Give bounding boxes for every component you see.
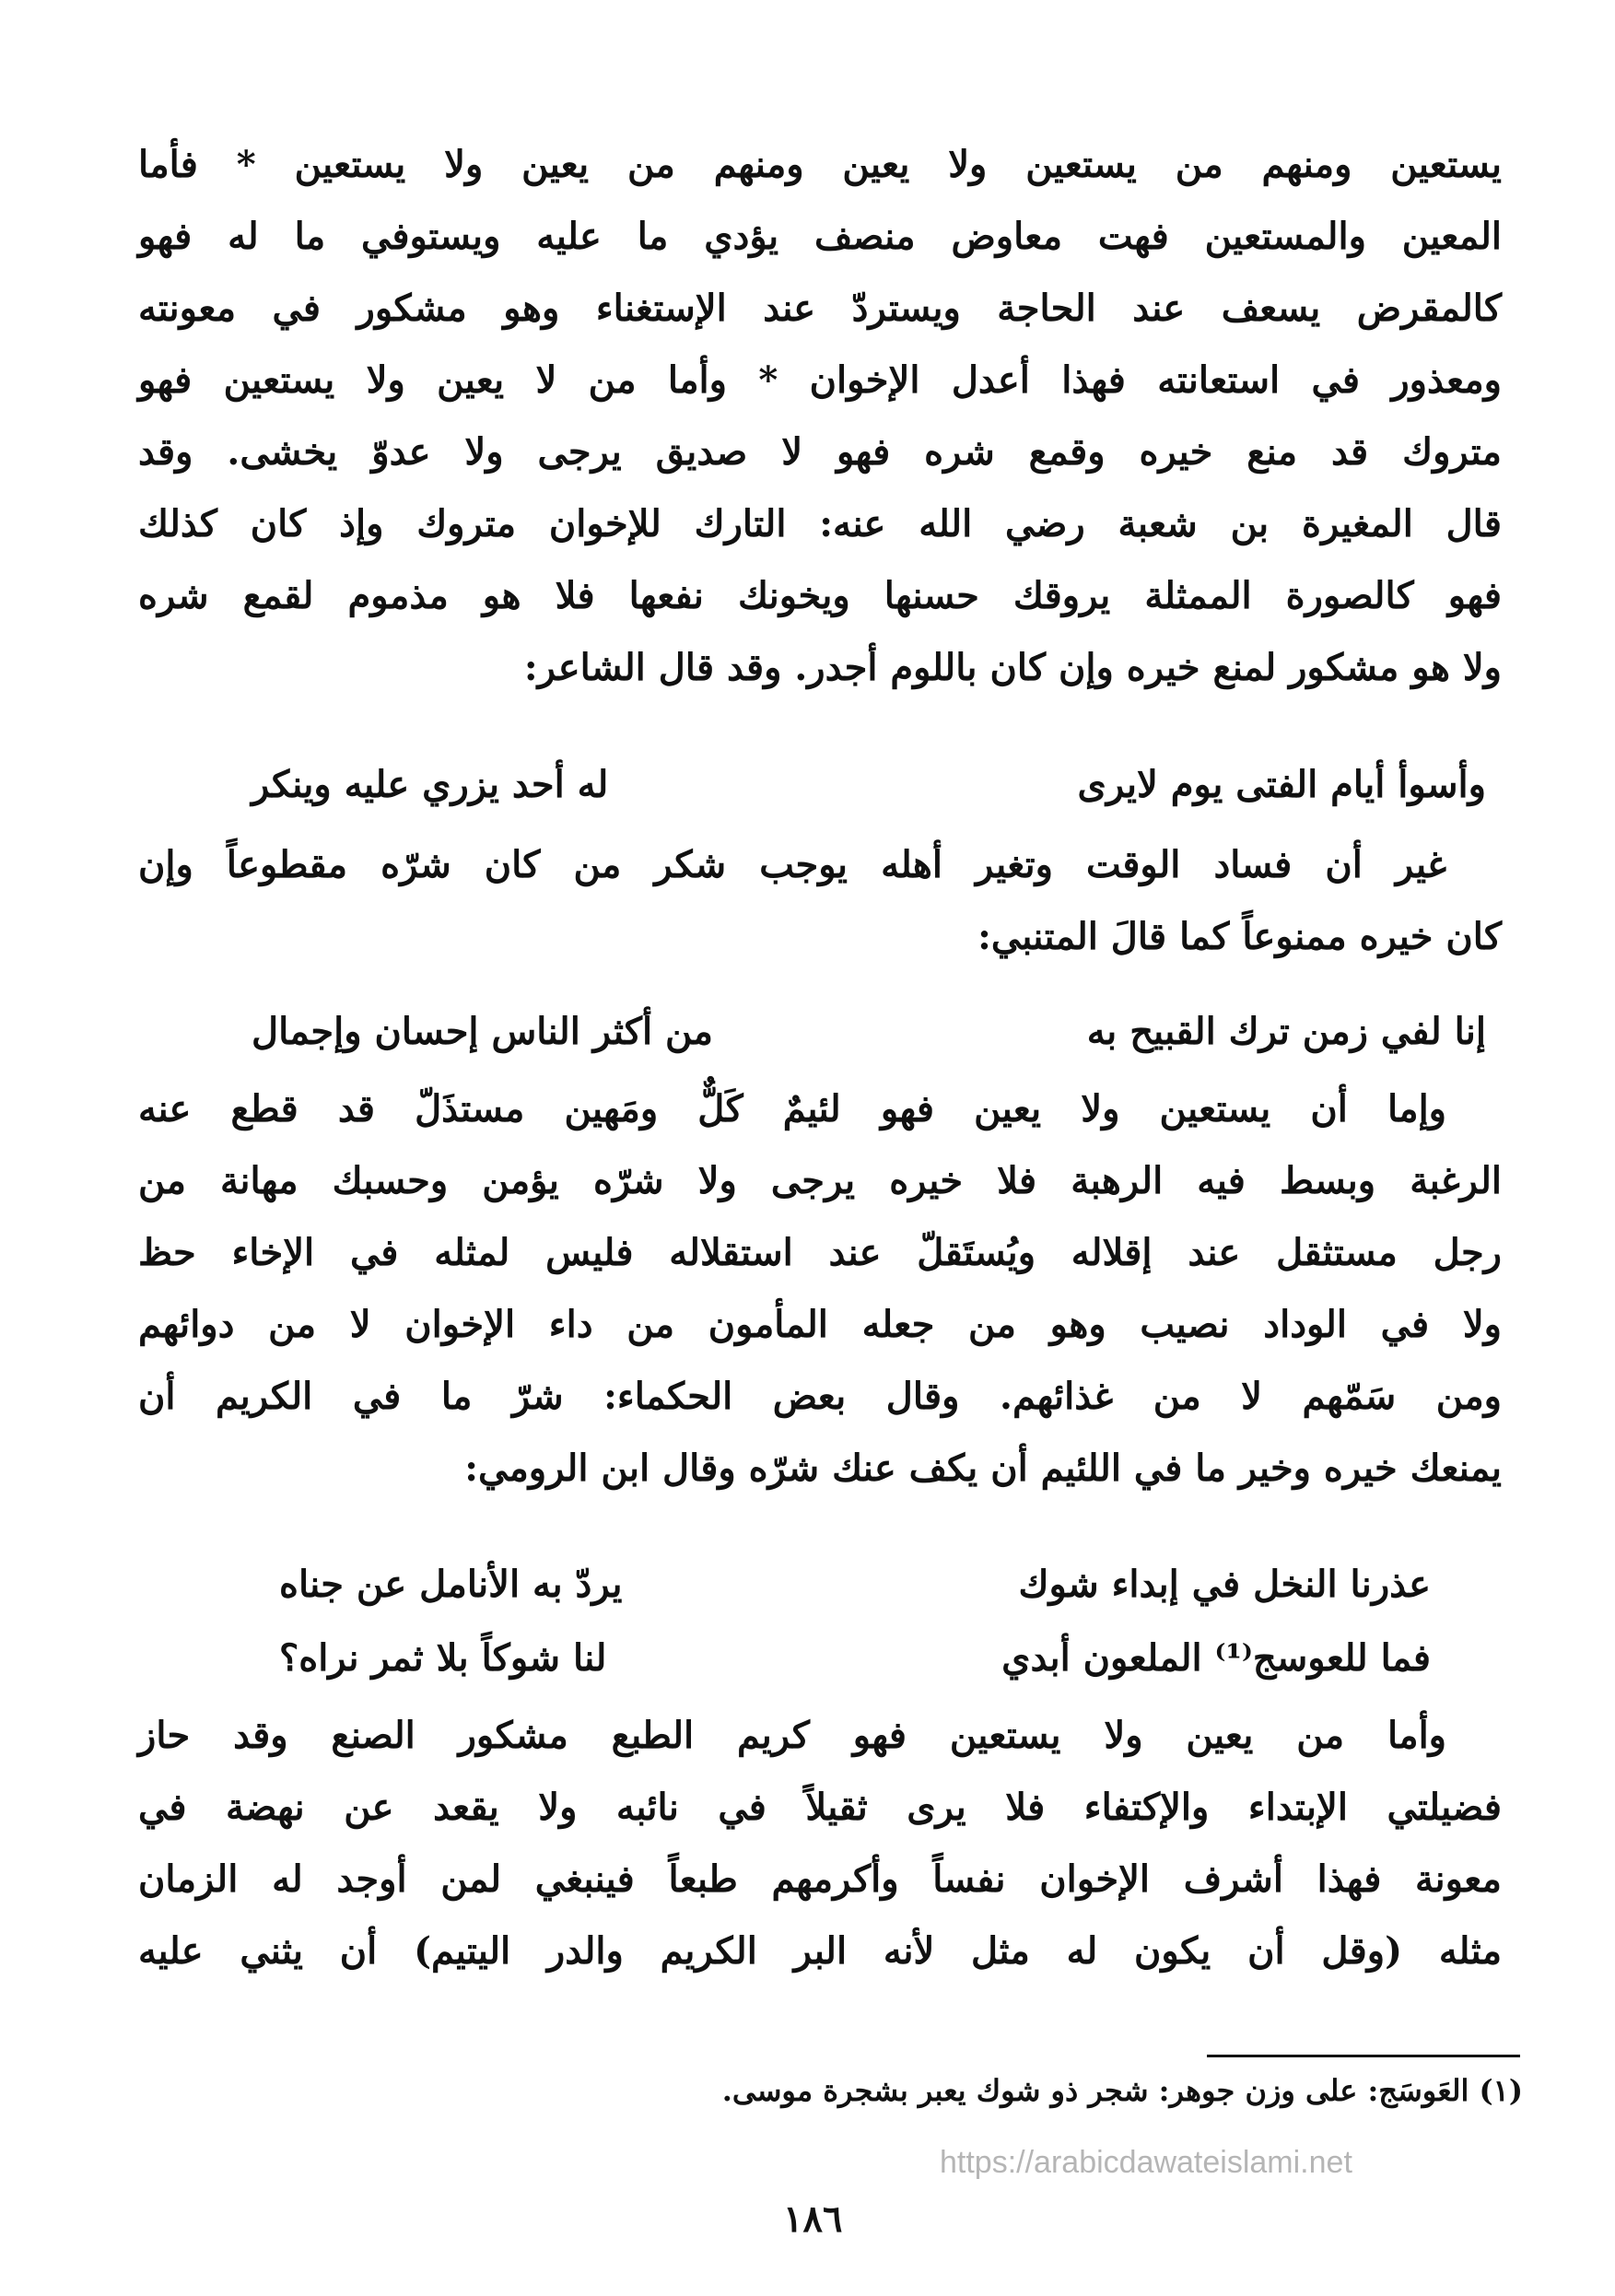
verse-hemistich-first: فما للعوسج⁽¹⁾ الملعون أبدي [1001,1636,1431,1680]
text-line: غير أن فساد الوقت وتغير أهله يوجب شكر من كان شرّه مقطوعاً وإن [138,843,1446,886]
text-line: يستعين ومنهم من يستعين ولا يعين ومنهم من يعين ولا يستعين * فأما [138,143,1502,186]
text-line: ولا هو مشكور لمنع خيره وإن كان باللوم أجدر. وقد قال الشاعر: [523,646,1502,689]
verse-hemistich-second: من أكثر الناس إحسان وإجمال [252,1010,713,1053]
text-line: متروك قد منع خيره وقمع شره فهو لا صديق يرجى ولا عدوّ يخشى. وقد [138,430,1502,474]
text-line: قال المغيرة بن شعبة رضي الله عنه: التارك للإخوان متروك وإذ كان كذلك [138,502,1502,545]
text-line: الرغبة وبسط فيه الرهبة فلا خيره يرجى ولا شرّه يؤمن وحسبك مهانة من [138,1159,1502,1202]
verse-4 [279,1631,1431,1686]
verse-hemistich-second: لنا شوكاً بلا ثمر نراه؟ [279,1636,607,1680]
paragraph-4 [138,1700,1502,1987]
text-line: ولا في الوداد نصيب وهو من جعله المأمون من داء الإخوان لا من دوائهم [138,1303,1502,1346]
text-line: فضيلتي الإبتداء والإكتفاء فلا يرى ثقيلاً في نائبه ولا يقعد عن نهضة في [138,1786,1502,1829]
text-line: كان خيره ممنوعاً كما قالَ المتنبي: [977,915,1502,958]
watermark-url: https://arabicdawateislami.net [940,2145,1352,2180]
footnote-separator [1207,2055,1520,2057]
text-line: كالمقرض يسعف عند الحاجة ويستردّ عند الإستغناء وهو مشكور في معونته [138,287,1502,330]
verse-3 [279,1557,1431,1612]
text-line: معونة فهذا أشرف الإخوان نفساً وأكرمهم طبعاً فينبغي لمن أوجد له الزمان [138,1857,1502,1901]
text-line: المعين والمستعين فهت معاوض منصف يؤدي ما عليه ويستوفي ما له فهو [138,215,1502,258]
text-line: مثله (وقل أن يكون له مثل لأنه البر الكريم والدر اليتيم) أن يثني عليه [138,1929,1502,1973]
verse-hemistich-first: عذرنا النخل في إبداء شوك [1018,1563,1431,1606]
text-line: يمنعك خيره وخير ما في اللئيم أن يكف عنك شرّه وقال ابن الرومي: [464,1447,1502,1490]
text-line: وإما أن يستعين ولا يعين فهو لئيمٌ كَلٌّ ومَهين مستذَلّ قد قطع عنه [138,1087,1446,1130]
text-line: ومن سَمّهم لا من غذائهم. وقال بعض الحكماء: شرّ ما في الكريم أن [138,1375,1502,1418]
verse-hemistich-first: وأسوأ أيام الفتى يوم لايرى [1077,763,1486,806]
text-line: ومعذور في استعانته فهذا أعدل الإخوان * وأما من لا يعين ولا يستعين فهو [138,358,1502,402]
footnote: (١) العَوسَج: على وزن جوهر: شجر ذو شوك يعبر بشجرة موسى. [721,2073,1523,2108]
paragraph-3 [138,1073,1502,1505]
verse-1 [252,757,1486,813]
text-line: رجل مستثقل عند إقلاله ويُستَقلّ عند استقلاله فليس لمثله في الإخاء حظ [138,1231,1502,1274]
verse-hemistich-second: له أحد يزري عليه وينكر [252,763,609,806]
page-number: ١٨٦ [783,2197,843,2241]
verse-hemistich-second: يردّ به الأنامل عن جناه [279,1563,623,1606]
text-line: فهو كالصورة الممثلة يروقك حسنها ويخونك نفعها فلا هو مذموم لقمع شره [138,574,1502,617]
text-line: وأما من يعين ولا يستعين فهو كريم الطبع مشكور الصنع وقد حاز [138,1714,1446,1757]
verse-2 [252,1004,1486,1060]
verse-hemistich-first: إنا لفي زمن ترك القبيح به [1086,1010,1486,1053]
paragraph-1 [138,129,1502,704]
paragraph-2 [138,829,1502,973]
